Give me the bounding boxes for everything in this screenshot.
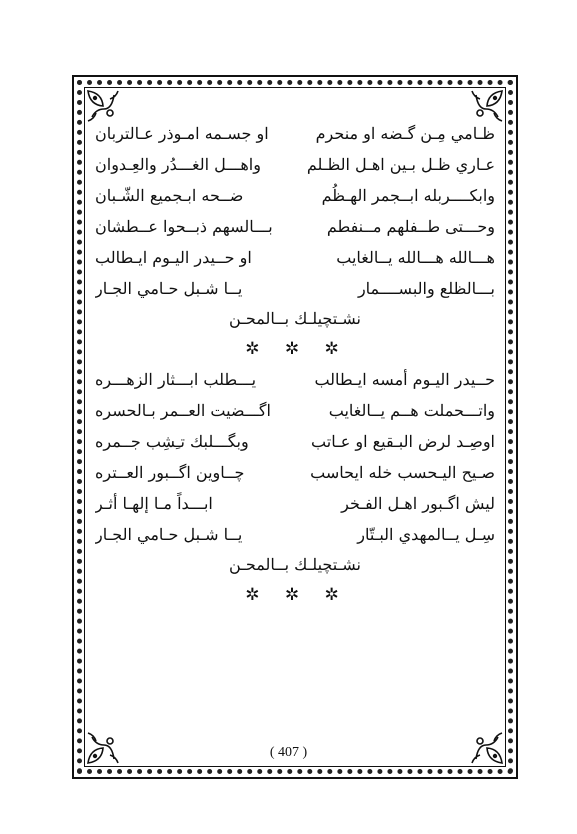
verse-first-hemistich: واتـــحملت هــم يــالغايب — [328, 401, 495, 420]
verse-second-hemistich: ابـــداً مـا إلهـا أثـر — [95, 494, 213, 513]
verse-second-hemistich: او حــيدر اليـوم ايـطالب — [95, 248, 252, 267]
verse-second-hemistich: بـــالسهم ذبــحوا عــطشان — [95, 217, 273, 236]
verse-second-hemistich: يـــطلب ابـــثار الزهـــره — [95, 370, 257, 389]
star-icon: ✲ — [245, 585, 266, 605]
star-icon: ✲ — [324, 585, 345, 605]
verse-first-hemistich: وابكــــربله ابــجمر الهـظُم — [321, 186, 495, 205]
star-separator — [95, 580, 495, 610]
verse-first-hemistich: حــيدر اليـوم أمسه ايـطالب — [314, 370, 495, 389]
star-icon: ✲ — [284, 585, 306, 605]
star-icon: ✲ — [284, 339, 306, 359]
star-icon: ✲ — [324, 339, 345, 359]
refrain-line: نشـتچيلـك بــالمحـن — [229, 555, 361, 574]
stanza-1 — [95, 118, 495, 364]
verse-line — [95, 180, 495, 211]
verse-line — [95, 457, 495, 488]
verse-second-hemistich: اگـــضيت العــمر بـالحسره — [95, 401, 271, 420]
verse-second-hemistich: يــا شـبل حـامي الجـار — [95, 279, 243, 298]
verse-first-hemistich: بـــالظلع والبســــمار — [357, 279, 495, 298]
verse-line — [95, 149, 495, 180]
verse-first-hemistich: هـــالله هـــالله يــالغايب — [336, 248, 495, 267]
verse-second-hemistich: وبگـــلبك تـِشِب جــمره — [95, 432, 249, 451]
verse-second-hemistich: او جسـمه امـوذر عـالتربان — [95, 124, 269, 143]
verse-first-hemistich: ليش اگـبور اهـل الفـخر — [341, 494, 495, 513]
verse-first-hemistich: صـيح اليـحسب خله ايحاسب — [310, 463, 495, 482]
verse-line — [95, 211, 495, 242]
star-separator — [95, 334, 495, 364]
verse-line — [95, 488, 495, 519]
verse-line — [95, 364, 495, 395]
poem-body — [95, 118, 495, 610]
verse-first-hemistich: عـاري ظـل بـين اهـل الظـلم — [306, 155, 495, 174]
verse-line — [95, 426, 495, 457]
verse-second-hemistich: چــاوين اگــبور العــتره — [95, 463, 245, 482]
verse-first-hemistich: ظـامي مِـن گـضه او منحرم — [315, 124, 495, 143]
verse-line — [95, 118, 495, 149]
verse-second-hemistich: يــا شـبل حـامي الجـار — [95, 525, 243, 544]
verse-first-hemistich: سِـل يــالمهدي البـتّار — [357, 525, 495, 544]
verse-line — [95, 519, 495, 550]
verse-second-hemistich: واهـــل الغـــدُر والعِـدوان — [95, 155, 261, 174]
refrain-line: نشـتچيلـك بــالمحـن — [229, 309, 361, 328]
verse-line — [95, 395, 495, 426]
verse-line — [95, 273, 495, 304]
verse-second-hemistich: ضــحه ابـجميع الشّـبان — [95, 186, 244, 205]
page-number: ( 407 ) — [269, 745, 308, 760]
stanza-2 — [95, 364, 495, 610]
verse-first-hemistich: وحـــتى طــفلهم مــنفطم — [326, 217, 495, 236]
verse-first-hemistich: اوصِـد لرض البـقيع او عـاتب — [311, 432, 495, 451]
verse-line — [95, 242, 495, 273]
star-icon: ✲ — [245, 339, 266, 359]
